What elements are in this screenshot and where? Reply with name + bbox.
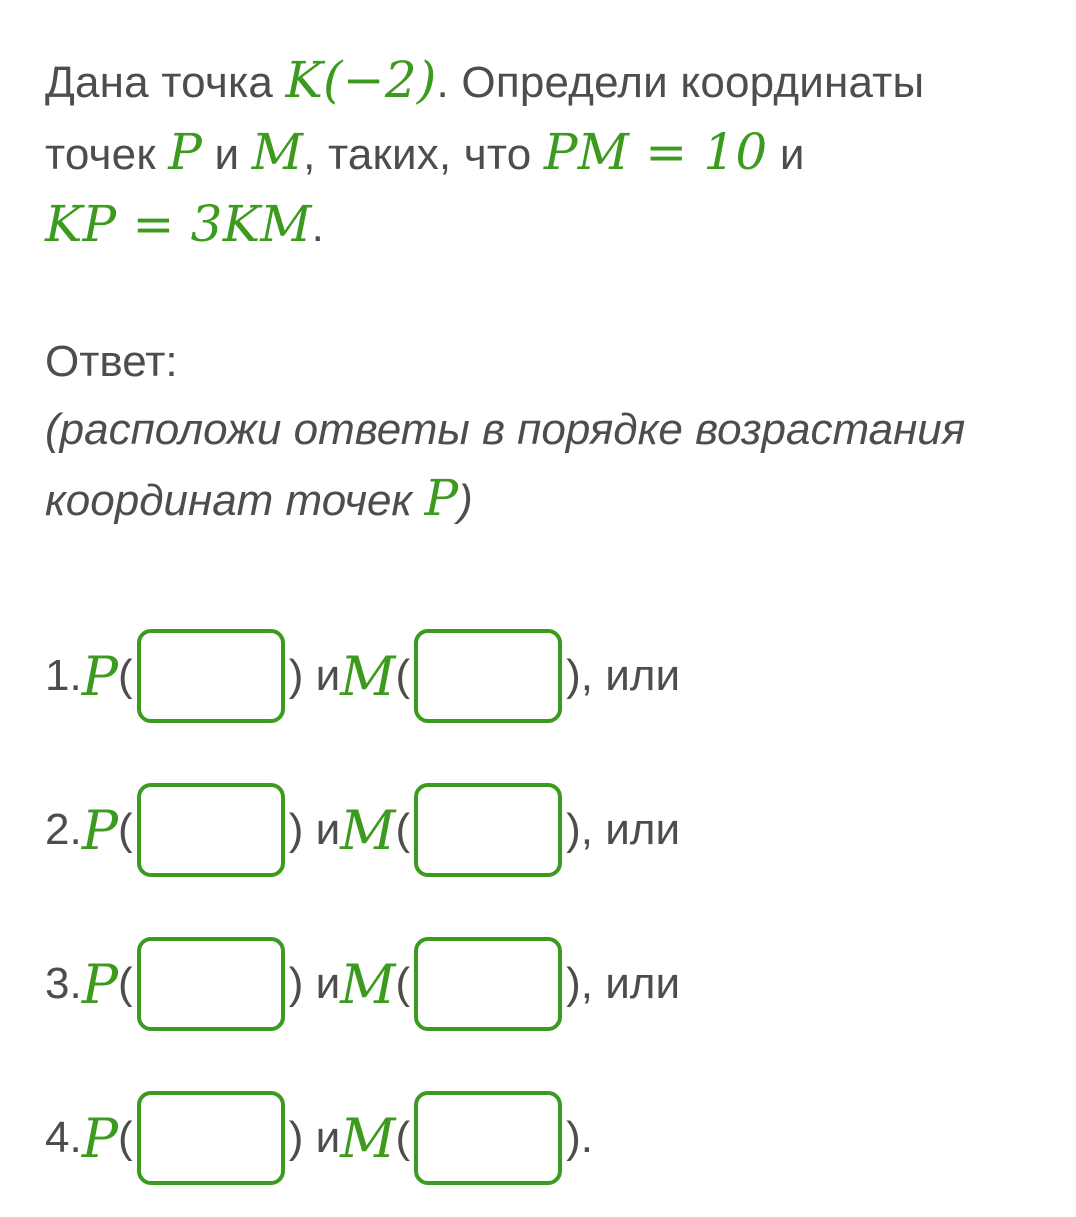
hint-text: координат точек <box>45 476 425 525</box>
p-coordinate-input-4[interactable] <box>137 1091 285 1185</box>
task-statement <box>45 44 1045 260</box>
math-point-p: P <box>81 798 119 862</box>
paren-open: ( <box>395 1113 411 1162</box>
row-tail: ), или <box>566 959 681 1008</box>
math-point-m: M <box>251 123 304 181</box>
task-text: и <box>202 130 252 179</box>
answer-label: Ответ: <box>45 337 178 386</box>
m-coordinate-input-1[interactable] <box>414 629 562 723</box>
math-point-m: M <box>340 798 396 862</box>
p-coordinate-input-1[interactable] <box>137 629 285 723</box>
paren-close-and: ) и <box>288 1113 341 1162</box>
answer-row-4 <box>45 1088 593 1188</box>
row-number: 4. <box>45 1113 82 1162</box>
math-equation-kp: KP = 3KM <box>45 195 312 253</box>
paren-open: ( <box>395 805 411 854</box>
math-point-k: K(−2) <box>285 51 437 109</box>
m-coordinate-input-2[interactable] <box>414 783 562 877</box>
answer-hint-line-1: (расположи ответы в порядке возрастания <box>45 405 966 454</box>
m-coordinate-input-3[interactable] <box>414 937 562 1031</box>
math-point-p: P <box>81 952 119 1016</box>
p-coordinate-input-3[interactable] <box>137 937 285 1031</box>
paren-close-and: ) и <box>288 959 341 1008</box>
answer-row-2 <box>45 780 680 880</box>
paren-open: ( <box>118 1113 133 1162</box>
math-point-p: P <box>81 1106 119 1170</box>
row-number: 1. <box>45 651 82 700</box>
task-text: точек <box>45 130 169 179</box>
math-point-m: M <box>340 644 396 708</box>
paren-close-and: ) и <box>288 805 341 854</box>
math-equation-pm: PM = 10 <box>543 123 768 181</box>
answer-hint-line-2 <box>45 464 1045 535</box>
row-number: 3. <box>45 959 82 1008</box>
paren-open: ( <box>118 959 133 1008</box>
task-text: . Определи координаты <box>436 58 925 107</box>
task-text: , таких, что <box>303 130 544 179</box>
answer-row-1 <box>45 626 680 726</box>
math-point-m: M <box>340 1106 396 1170</box>
paren-close-and: ) и <box>288 651 341 700</box>
answer-block <box>45 328 1045 535</box>
task-line-3 <box>45 188 1045 260</box>
task-text: Дана точка <box>45 58 286 107</box>
row-number: 2. <box>45 805 82 854</box>
row-tail: ), или <box>566 805 681 854</box>
hint-text: ) <box>458 476 473 525</box>
m-coordinate-input-4[interactable] <box>414 1091 562 1185</box>
task-text: . <box>311 202 325 251</box>
paren-open: ( <box>118 651 133 700</box>
answer-row-3 <box>45 934 680 1034</box>
row-tail: ), или <box>566 651 681 700</box>
paren-open: ( <box>118 805 133 854</box>
p-coordinate-input-2[interactable] <box>137 783 285 877</box>
math-point-p: P <box>81 644 119 708</box>
paren-open: ( <box>395 651 411 700</box>
math-point-p: P <box>168 123 203 181</box>
paren-open: ( <box>395 959 411 1008</box>
row-tail: ). <box>566 1113 594 1162</box>
task-line-1 <box>45 44 1045 116</box>
math-point-p: P <box>424 469 459 527</box>
task-text: и <box>767 130 805 179</box>
task-line-2 <box>45 116 1045 188</box>
math-point-m: M <box>340 952 396 1016</box>
